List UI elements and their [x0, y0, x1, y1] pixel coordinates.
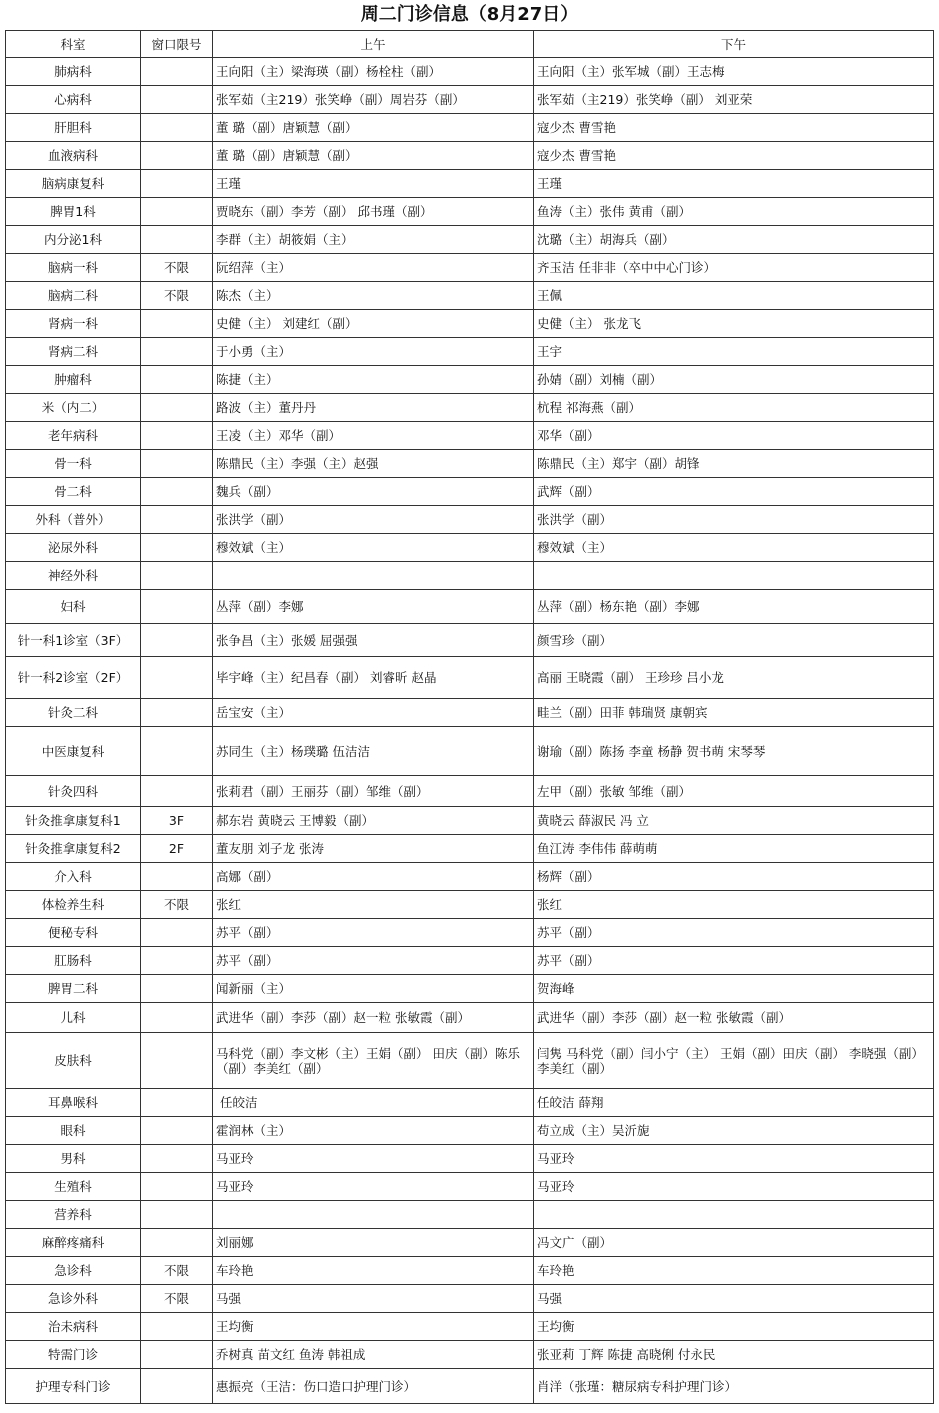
afternoon-doctors-cell: 高丽 王晓霞（副） 王珍珍 吕小龙	[534, 657, 934, 699]
afternoon-doctors-cell: 颜雪珍（副）	[534, 624, 934, 657]
window-limit-cell	[141, 478, 213, 506]
window-limit-cell: 不限	[141, 1257, 213, 1285]
dept-cell: 肝胆科	[6, 114, 141, 142]
window-limit-cell	[141, 1173, 213, 1201]
dept-cell: 内分泌1科	[6, 226, 141, 254]
afternoon-doctors-cell: 畦兰（副）田菲 韩瑞贤 康朝宾	[534, 699, 934, 727]
table-row	[6, 170, 934, 198]
table-row	[6, 919, 934, 947]
afternoon-doctors-cell: 张军茹（主219）张笑峥（副） 刘亚荣	[534, 86, 934, 114]
morning-doctors-cell: 董 璐（副）唐颖慧（副）	[213, 114, 534, 142]
afternoon-doctors-cell: 马亚玲	[534, 1145, 934, 1173]
afternoon-doctors-cell: 王瑾	[534, 170, 934, 198]
dept-cell: 儿科	[6, 1003, 141, 1033]
afternoon-doctors-cell: 王佩	[534, 282, 934, 310]
morning-doctors-cell: 高娜（副）	[213, 863, 534, 891]
table-row	[6, 1033, 934, 1089]
morning-doctors-cell	[213, 1201, 534, 1229]
window-limit-cell	[141, 142, 213, 170]
morning-doctors-cell: 董 璐（副）唐颖慧（副）	[213, 142, 534, 170]
table-row	[6, 310, 934, 338]
dept-cell: 心病科	[6, 86, 141, 114]
afternoon-doctors-cell: 邓华（副）	[534, 422, 934, 450]
dept-cell: 便秘专科	[6, 919, 141, 947]
window-limit-cell	[141, 114, 213, 142]
afternoon-doctors-cell: 寇少杰 曹雪艳	[534, 142, 934, 170]
table-row	[6, 1341, 934, 1369]
window-limit-cell	[141, 919, 213, 947]
page-title: 周二门诊信息（8月27日）	[360, 4, 579, 25]
morning-doctors-cell: 岳宝安（主）	[213, 699, 534, 727]
table-row	[6, 727, 934, 776]
afternoon-doctors-cell: 寇少杰 曹雪艳	[534, 114, 934, 142]
dept-cell: 耳鼻喉科	[6, 1089, 141, 1117]
table-row	[6, 1201, 934, 1229]
afternoon-doctors-cell: 杭程 祁海燕（副）	[534, 394, 934, 422]
morning-doctors-cell: 陈鼎民（主）李强（主）赵强	[213, 450, 534, 478]
dept-cell: 营养科	[6, 1201, 141, 1229]
afternoon-doctors-cell: 武辉（副）	[534, 478, 934, 506]
morning-doctors-cell: 马科党（副）李文彬（主）王娟（副） 田庆（副）陈乐（副）李美红（副）	[213, 1033, 534, 1089]
afternoon-doctors-cell: 左甲（副）张敏 邹维（副）	[534, 776, 934, 807]
afternoon-doctors-cell: 王向阳（主）张军城（副）王志梅	[534, 58, 934, 86]
window-limit-cell	[141, 1201, 213, 1229]
afternoon-doctors-cell: 马亚玲	[534, 1173, 934, 1201]
dept-cell: 针灸推拿康复科1	[6, 807, 141, 835]
window-limit-cell	[141, 226, 213, 254]
window-limit-cell	[141, 863, 213, 891]
table-row	[6, 58, 934, 86]
window-limit-cell	[141, 1003, 213, 1033]
morning-doctors-cell: 郝东岩 黄晓云 王博毅（副）	[213, 807, 534, 835]
window-limit-cell	[141, 590, 213, 624]
dept-cell: 老年病科	[6, 422, 141, 450]
morning-doctors-cell: 张红	[213, 891, 534, 919]
morning-doctors-cell: 路波（主）董丹丹	[213, 394, 534, 422]
morning-doctors-cell: 苏平（副）	[213, 947, 534, 975]
schedule-body	[6, 58, 934, 1404]
dept-cell: 脾胃二科	[6, 975, 141, 1003]
window-limit-cell	[141, 310, 213, 338]
header-dept: 科室	[6, 31, 141, 58]
dept-cell: 肿瘤科	[6, 366, 141, 394]
afternoon-doctors-cell: 鱼江涛 李伟伟 薛萌萌	[534, 835, 934, 863]
dept-cell: 介入科	[6, 863, 141, 891]
table-row	[6, 1229, 934, 1257]
dept-cell: 肾病二科	[6, 338, 141, 366]
table-row	[6, 198, 934, 226]
table-row	[6, 394, 934, 422]
morning-doctors-cell: 魏兵（副）	[213, 478, 534, 506]
table-row	[6, 835, 934, 863]
table-row	[6, 86, 934, 114]
table-row	[6, 366, 934, 394]
morning-doctors-cell: 穆效斌（主）	[213, 534, 534, 562]
morning-doctors-cell: 李群（主）胡筱娟（主）	[213, 226, 534, 254]
afternoon-doctors-cell: 沈璐（主）胡海兵（副）	[534, 226, 934, 254]
table-row	[6, 1285, 934, 1313]
window-limit-cell	[141, 947, 213, 975]
morning-doctors-cell: 张争昌（主）张媛 屈强强	[213, 624, 534, 657]
window-limit-cell	[141, 1229, 213, 1257]
morning-doctors-cell: 史健（主） 刘建红（副）	[213, 310, 534, 338]
header-row	[6, 31, 934, 58]
afternoon-doctors-cell: 肖洋（张瑾：糖尿病专科护理门诊）	[534, 1369, 934, 1404]
morning-doctors-cell: 陈杰（主）	[213, 282, 534, 310]
window-limit-cell: 2F	[141, 835, 213, 863]
dept-cell: 男科	[6, 1145, 141, 1173]
table-row	[6, 657, 934, 699]
afternoon-doctors-cell: 穆效斌（主）	[534, 534, 934, 562]
header-am: 上午	[213, 31, 534, 58]
table-row	[6, 1173, 934, 1201]
morning-doctors-cell: 于小勇（主）	[213, 338, 534, 366]
dept-cell: 脑病二科	[6, 282, 141, 310]
morning-doctors-cell: 车玲艳	[213, 1257, 534, 1285]
dept-cell: 骨二科	[6, 478, 141, 506]
table-row	[6, 478, 934, 506]
dept-cell: 急诊外科	[6, 1285, 141, 1313]
dept-cell: 中医康复科	[6, 727, 141, 776]
afternoon-doctors-cell: 杨辉（副）	[534, 863, 934, 891]
table-row	[6, 450, 934, 478]
window-limit-cell: 不限	[141, 254, 213, 282]
afternoon-doctors-cell: 武进华（副）李莎（副）赵一粒 张敏霞（副）	[534, 1003, 934, 1033]
window-limit-cell	[141, 1313, 213, 1341]
table-row	[6, 1257, 934, 1285]
window-limit-cell	[141, 776, 213, 807]
morning-doctors-cell: 乔树真 苗文红 鱼涛 韩祖成	[213, 1341, 534, 1369]
morning-doctors-cell: 苏平（副）	[213, 919, 534, 947]
window-limit-cell	[141, 1341, 213, 1369]
dept-cell: 肾病一科	[6, 310, 141, 338]
morning-doctors-cell: 张洪学（副）	[213, 506, 534, 534]
window-limit-cell	[141, 975, 213, 1003]
dept-cell: 泌尿外科	[6, 534, 141, 562]
dept-cell: 脾胃1科	[6, 198, 141, 226]
dept-cell: 针灸四科	[6, 776, 141, 807]
window-limit-cell	[141, 198, 213, 226]
afternoon-doctors-cell: 苏平（副）	[534, 919, 934, 947]
afternoon-doctors-cell: 齐玉洁 任非非（卒中中心门诊）	[534, 254, 934, 282]
window-limit-cell	[141, 1145, 213, 1173]
window-limit-cell: 不限	[141, 891, 213, 919]
window-limit-cell	[141, 699, 213, 727]
dept-cell: 神经外科	[6, 562, 141, 590]
dept-cell: 针灸二科	[6, 699, 141, 727]
table-row	[6, 807, 934, 835]
afternoon-doctors-cell: 苟立成（主）吴沂旎	[534, 1117, 934, 1145]
morning-doctors-cell: 马亚玲	[213, 1145, 534, 1173]
dept-cell: 急诊科	[6, 1257, 141, 1285]
clinic-schedule-table	[5, 30, 934, 1404]
table-row	[6, 624, 934, 657]
window-limit-cell: 3F	[141, 807, 213, 835]
afternoon-doctors-cell: 陈鼎民（主）郑宇（副）胡锋	[534, 450, 934, 478]
afternoon-doctors-cell: 苏平（副）	[534, 947, 934, 975]
dept-cell: 脑病一科	[6, 254, 141, 282]
afternoon-doctors-cell: 史健（主） 张龙飞	[534, 310, 934, 338]
dept-cell: 米（内二）	[6, 394, 141, 422]
dept-cell: 护理专科门诊	[6, 1369, 141, 1404]
morning-doctors-cell: 任皎洁	[213, 1089, 534, 1117]
afternoon-doctors-cell: 冯文广（副）	[534, 1229, 934, 1257]
afternoon-doctors-cell: 王宇	[534, 338, 934, 366]
dept-cell: 麻醉疼痛科	[6, 1229, 141, 1257]
window-limit-cell	[141, 1033, 213, 1089]
afternoon-doctors-cell: 丛萍（副）杨东艳（副）李娜	[534, 590, 934, 624]
afternoon-doctors-cell	[534, 1201, 934, 1229]
morning-doctors-cell: 王凌（主）邓华（副）	[213, 422, 534, 450]
afternoon-doctors-cell: 张亚莉 丁辉 陈捷 高晓俐 付永民	[534, 1341, 934, 1369]
table-row	[6, 254, 934, 282]
header-window: 窗口限号	[141, 31, 213, 58]
afternoon-doctors-cell: 王均衡	[534, 1313, 934, 1341]
window-limit-cell	[141, 366, 213, 394]
afternoon-doctors-cell: 鱼涛（主）张伟 黄甫（副）	[534, 198, 934, 226]
morning-doctors-cell: 丛萍（副）李娜	[213, 590, 534, 624]
table-row	[6, 863, 934, 891]
dept-cell: 脑病康复科	[6, 170, 141, 198]
header-pm: 下午	[534, 31, 934, 58]
table-row	[6, 562, 934, 590]
afternoon-doctors-cell: 马强	[534, 1285, 934, 1313]
window-limit-cell	[141, 1369, 213, 1404]
window-limit-cell	[141, 1089, 213, 1117]
table-row	[6, 1003, 934, 1033]
morning-doctors-cell: 贾晓东（副）李芳（副） 邱书瑾（副）	[213, 198, 534, 226]
table-row	[6, 1313, 934, 1341]
window-limit-cell	[141, 86, 213, 114]
table-row	[6, 1089, 934, 1117]
table-row	[6, 975, 934, 1003]
table-row	[6, 699, 934, 727]
morning-doctors-cell: 王均衡	[213, 1313, 534, 1341]
morning-doctors-cell: 阮绍萍（主）	[213, 254, 534, 282]
table-row	[6, 534, 934, 562]
afternoon-doctors-cell: 任皎洁 薛翔	[534, 1089, 934, 1117]
dept-cell: 血液病科	[6, 142, 141, 170]
table-row	[6, 1117, 934, 1145]
morning-doctors-cell: 惠振亮（王洁：伤口造口护理门诊）	[213, 1369, 534, 1404]
afternoon-doctors-cell: 贺海峰	[534, 975, 934, 1003]
dept-cell: 外科（普外）	[6, 506, 141, 534]
morning-doctors-cell: 闻新丽（主）	[213, 975, 534, 1003]
dept-cell: 皮肤科	[6, 1033, 141, 1089]
table-row	[6, 226, 934, 254]
window-limit-cell: 不限	[141, 1285, 213, 1313]
morning-doctors-cell: 毕宇峰（主）纪昌春（副） 刘睿昕 赵晶	[213, 657, 534, 699]
dept-cell: 妇科	[6, 590, 141, 624]
table-row	[6, 1145, 934, 1173]
morning-doctors-cell: 王向阳（主）梁海瑛（副）杨栓柱（副）	[213, 58, 534, 86]
window-limit-cell	[141, 727, 213, 776]
morning-doctors-cell: 马强	[213, 1285, 534, 1313]
table-row	[6, 947, 934, 975]
dept-cell: 治未病科	[6, 1313, 141, 1341]
window-limit-cell: 不限	[141, 282, 213, 310]
window-limit-cell	[141, 422, 213, 450]
window-limit-cell	[141, 624, 213, 657]
table-row	[6, 114, 934, 142]
morning-doctors-cell: 陈捷（主）	[213, 366, 534, 394]
afternoon-doctors-cell: 张洪学（副）	[534, 506, 934, 534]
window-limit-cell	[141, 657, 213, 699]
table-row	[6, 1369, 934, 1404]
window-limit-cell	[141, 170, 213, 198]
morning-doctors-cell: 董友朋 刘子龙 张涛	[213, 835, 534, 863]
window-limit-cell	[141, 394, 213, 422]
table-row	[6, 338, 934, 366]
morning-doctors-cell: 马亚玲	[213, 1173, 534, 1201]
morning-doctors-cell: 霍润林（主）	[213, 1117, 534, 1145]
dept-cell: 特需门诊	[6, 1341, 141, 1369]
afternoon-doctors-cell: 谢瑜（副）陈扬 李童 杨静 贺书萌 宋琴琴	[534, 727, 934, 776]
dept-cell: 骨一科	[6, 450, 141, 478]
table-row	[6, 590, 934, 624]
afternoon-doctors-cell: 闫隽 马科党（副）闫小宁（主） 王娟（副）田庆（副） 李晓强（副）李美红（副）	[534, 1033, 934, 1089]
morning-doctors-cell: 王瑾	[213, 170, 534, 198]
table-row	[6, 776, 934, 807]
window-limit-cell	[141, 506, 213, 534]
morning-doctors-cell: 武进华（副）李莎（副）赵一粒 张敏霞（副）	[213, 1003, 534, 1033]
dept-cell: 针一科1诊室（3F）	[6, 624, 141, 657]
afternoon-doctors-cell	[534, 562, 934, 590]
dept-cell: 针一科2诊室（2F）	[6, 657, 141, 699]
dept-cell: 肛肠科	[6, 947, 141, 975]
dept-cell: 肺病科	[6, 58, 141, 86]
table-row	[6, 282, 934, 310]
morning-doctors-cell: 张莉君（副）王丽芬（副）邹维（副）	[213, 776, 534, 807]
dept-cell: 生殖科	[6, 1173, 141, 1201]
table-row	[6, 506, 934, 534]
window-limit-cell	[141, 338, 213, 366]
dept-cell: 眼科	[6, 1117, 141, 1145]
table-row	[6, 422, 934, 450]
afternoon-doctors-cell: 张红	[534, 891, 934, 919]
window-limit-cell	[141, 1117, 213, 1145]
morning-doctors-cell: 刘丽娜	[213, 1229, 534, 1257]
window-limit-cell	[141, 534, 213, 562]
afternoon-doctors-cell: 车玲艳	[534, 1257, 934, 1285]
table-row	[6, 891, 934, 919]
morning-doctors-cell	[213, 562, 534, 590]
afternoon-doctors-cell: 黄晓云 薛淑民 冯 立	[534, 807, 934, 835]
morning-doctors-cell: 张军茹（主219）张笑峥（副）周岩芬（副）	[213, 86, 534, 114]
dept-cell: 体检养生科	[6, 891, 141, 919]
window-limit-cell	[141, 58, 213, 86]
afternoon-doctors-cell: 孙婧（副）刘楠（副）	[534, 366, 934, 394]
dept-cell: 针灸推拿康复科2	[6, 835, 141, 863]
table-row	[6, 142, 934, 170]
window-limit-cell	[141, 450, 213, 478]
morning-doctors-cell: 苏同生（主）杨璞璐 伍洁洁	[213, 727, 534, 776]
window-limit-cell	[141, 562, 213, 590]
